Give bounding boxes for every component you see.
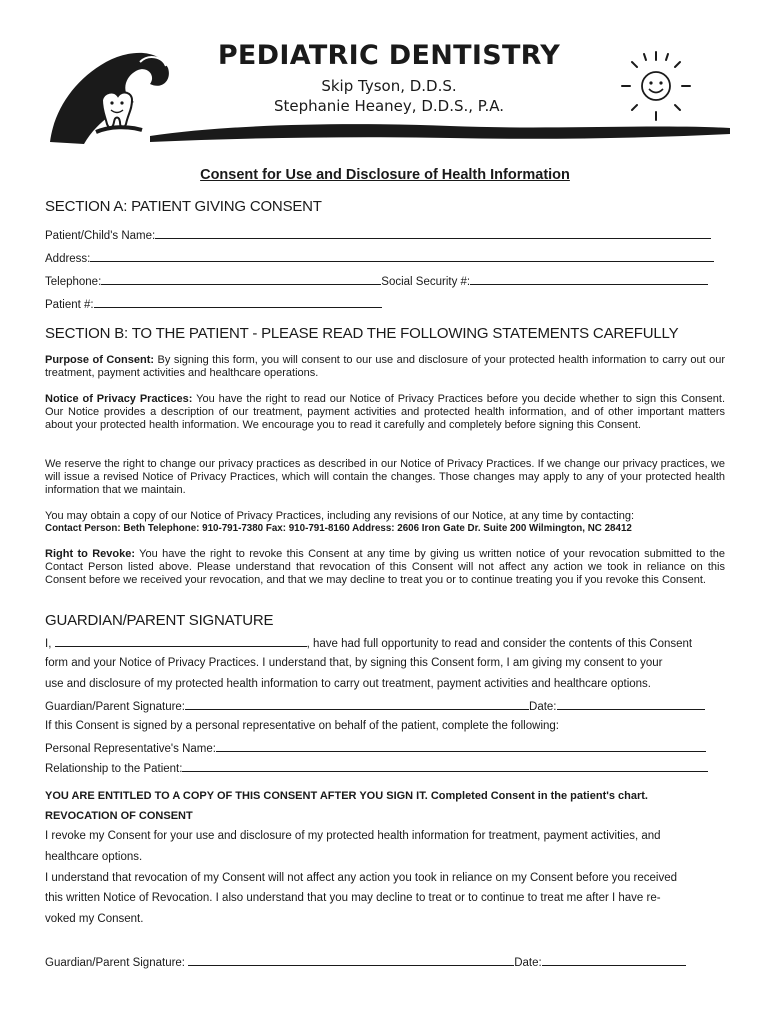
telephone-row bbox=[45, 274, 708, 288]
guardian-signature-field[interactable] bbox=[185, 699, 529, 710]
address-row bbox=[45, 251, 714, 265]
guardian-line-1 bbox=[45, 636, 725, 650]
section-a-heading: SECTION A: PATIENT GIVING CONSENT bbox=[45, 198, 322, 215]
guardian-signature-row bbox=[45, 699, 725, 713]
reserve-paragraph: We reserve the right to change our privacy practices as described in our Notice of Privacy Practices. If we change our privacy practices, we will issue a revised Notice of Privacy Practices, which will contain the changes. Those changes may apply to any of your protected health information that we maintain. bbox=[45, 458, 725, 496]
patient-name-label: Patient/Child's Name: bbox=[45, 230, 156, 242]
address-label: Address: bbox=[45, 253, 91, 265]
rep-name-field[interactable] bbox=[216, 741, 706, 752]
revoke-text: You have the right to revoke this Consent at any time by giving us written notice of your revocation submitted to the Contact Person listed above. Please understand that revocation of this Consent will not affect any action we took in reliance on this Consent before we received your revocation, and that we may decline to treat you or to continue treating you if you revoke this Consent. bbox=[45, 548, 725, 586]
purpose-text: By signing this form, you will consent to our use and disclosure of your protected health information to carry out our treatment, payment activities and healthcare operations. bbox=[45, 354, 725, 379]
revoke-paragraph bbox=[45, 548, 725, 587]
relationship-field[interactable] bbox=[182, 761, 708, 772]
guardian-heading: GUARDIAN/PARENT SIGNATURE bbox=[45, 612, 274, 629]
document-title: Consent for Use and Disclosure of Health Information bbox=[200, 167, 570, 183]
patient-number-label: Patient #: bbox=[45, 299, 94, 311]
address-field[interactable] bbox=[90, 251, 714, 262]
revocation-signature-field[interactable] bbox=[188, 955, 514, 966]
revocation-line-5: voked my Consent. bbox=[45, 913, 144, 925]
rep-name-row bbox=[45, 741, 725, 755]
obtain-paragraph: You may obtain a copy of our Notice of Privacy Practices, including any revisions of our Notice, at any time by contacting: bbox=[45, 510, 634, 522]
ssn-field[interactable] bbox=[470, 274, 708, 285]
guardian-line1-suffix: , have had full opportunity to read and consider the contents of this Consent bbox=[306, 638, 693, 650]
revocation-line-4: this written Notice of Revocation. I also understand that you may decline to treat or to continue to treat me after I have re- bbox=[45, 892, 661, 904]
revocation-date-field[interactable] bbox=[542, 955, 686, 966]
notice-paragraph bbox=[45, 393, 725, 432]
relationship-label: Relationship to the Patient: bbox=[45, 763, 183, 775]
patient-number-field[interactable] bbox=[94, 297, 382, 308]
guardian-line-2: form and your Notice of Privacy Practices. I understand that, by signing this Consent form, I am giving my consent to your bbox=[45, 657, 663, 669]
revocation-heading: REVOCATION OF CONSENT bbox=[45, 810, 193, 822]
notice-text: You have the right to read our Notice of Privacy Practices before you decide whether to sign this Consent. Our Notice provides a description of our treatment, payment activities and protected health information, and of other important matters about your protected health information. We encourage you to read it carefully and completely before signing this Consent. bbox=[45, 393, 726, 431]
revocation-line-1: I revoke my Consent for your use and disclosure of my protected health information for treatment, payment activities, and bbox=[45, 830, 661, 842]
revocation-signature-row bbox=[45, 955, 725, 969]
purpose-label: Purpose of Consent: bbox=[45, 354, 155, 366]
revoke-label: Right to Revoke: bbox=[45, 548, 135, 560]
entitled-copy-notice: YOU ARE ENTITLED TO A COPY OF THIS CONSENT AFTER YOU SIGN IT. Completed Consent in the patient's chart. bbox=[45, 790, 648, 802]
telephone-field[interactable] bbox=[101, 274, 381, 285]
telephone-label: Telephone: bbox=[45, 276, 102, 288]
sun-icon bbox=[618, 48, 694, 124]
guardian-date-field[interactable] bbox=[557, 699, 705, 710]
revocation-date-label: Date: bbox=[514, 957, 542, 969]
guardian-line-3: use and disclosure of my protected health information to carry out treatment, payment activities and healthcare options. bbox=[45, 678, 651, 690]
revocation-line-3: I understand that revocation of my Consent will not affect any action you took in reliance on my Consent before you received bbox=[45, 872, 678, 884]
section-b-heading: SECTION B: TO THE PATIENT - PLEASE READ THE FOLLOWING STATEMENTS CAREFULLY bbox=[45, 325, 679, 342]
guardian-name-field[interactable] bbox=[55, 636, 307, 647]
practice-name: PEDIATRIC DENTISTRY bbox=[217, 40, 561, 71]
notice-label: Notice of Privacy Practices: bbox=[45, 393, 193, 405]
patient-name-field[interactable] bbox=[155, 228, 711, 239]
revocation-signature-label: Guardian/Parent Signature: bbox=[45, 957, 186, 969]
guardian-i-prefix: I, bbox=[45, 638, 52, 650]
rep-name-label: Personal Representative's Name: bbox=[45, 743, 216, 755]
doctor-name-2: Stephanie Heaney, D.D.S., P.A. bbox=[273, 97, 505, 115]
guardian-signature-label: Guardian/Parent Signature: bbox=[45, 701, 186, 713]
revocation-line-2: healthcare options. bbox=[45, 851, 143, 863]
representative-note: If this Consent is signed by a personal representative on behalf of the patient, complete the following: bbox=[45, 720, 559, 732]
purpose-paragraph bbox=[45, 354, 725, 380]
contact-line: Contact Person: Beth Telephone: 910-791-7380 Fax: 910-791-8160 Address: 2606 Iron Gate Dr. Suite 200 Wilmington, NC 28412 bbox=[45, 523, 632, 534]
patient-number-row bbox=[45, 297, 382, 311]
patient-name-row bbox=[45, 228, 711, 242]
ssn-label: Social Security #: bbox=[381, 276, 471, 288]
guardian-date-label: Date: bbox=[529, 701, 557, 713]
doctor-name-1: Skip Tyson, D.D.S. bbox=[321, 77, 457, 95]
relationship-row bbox=[45, 761, 725, 775]
